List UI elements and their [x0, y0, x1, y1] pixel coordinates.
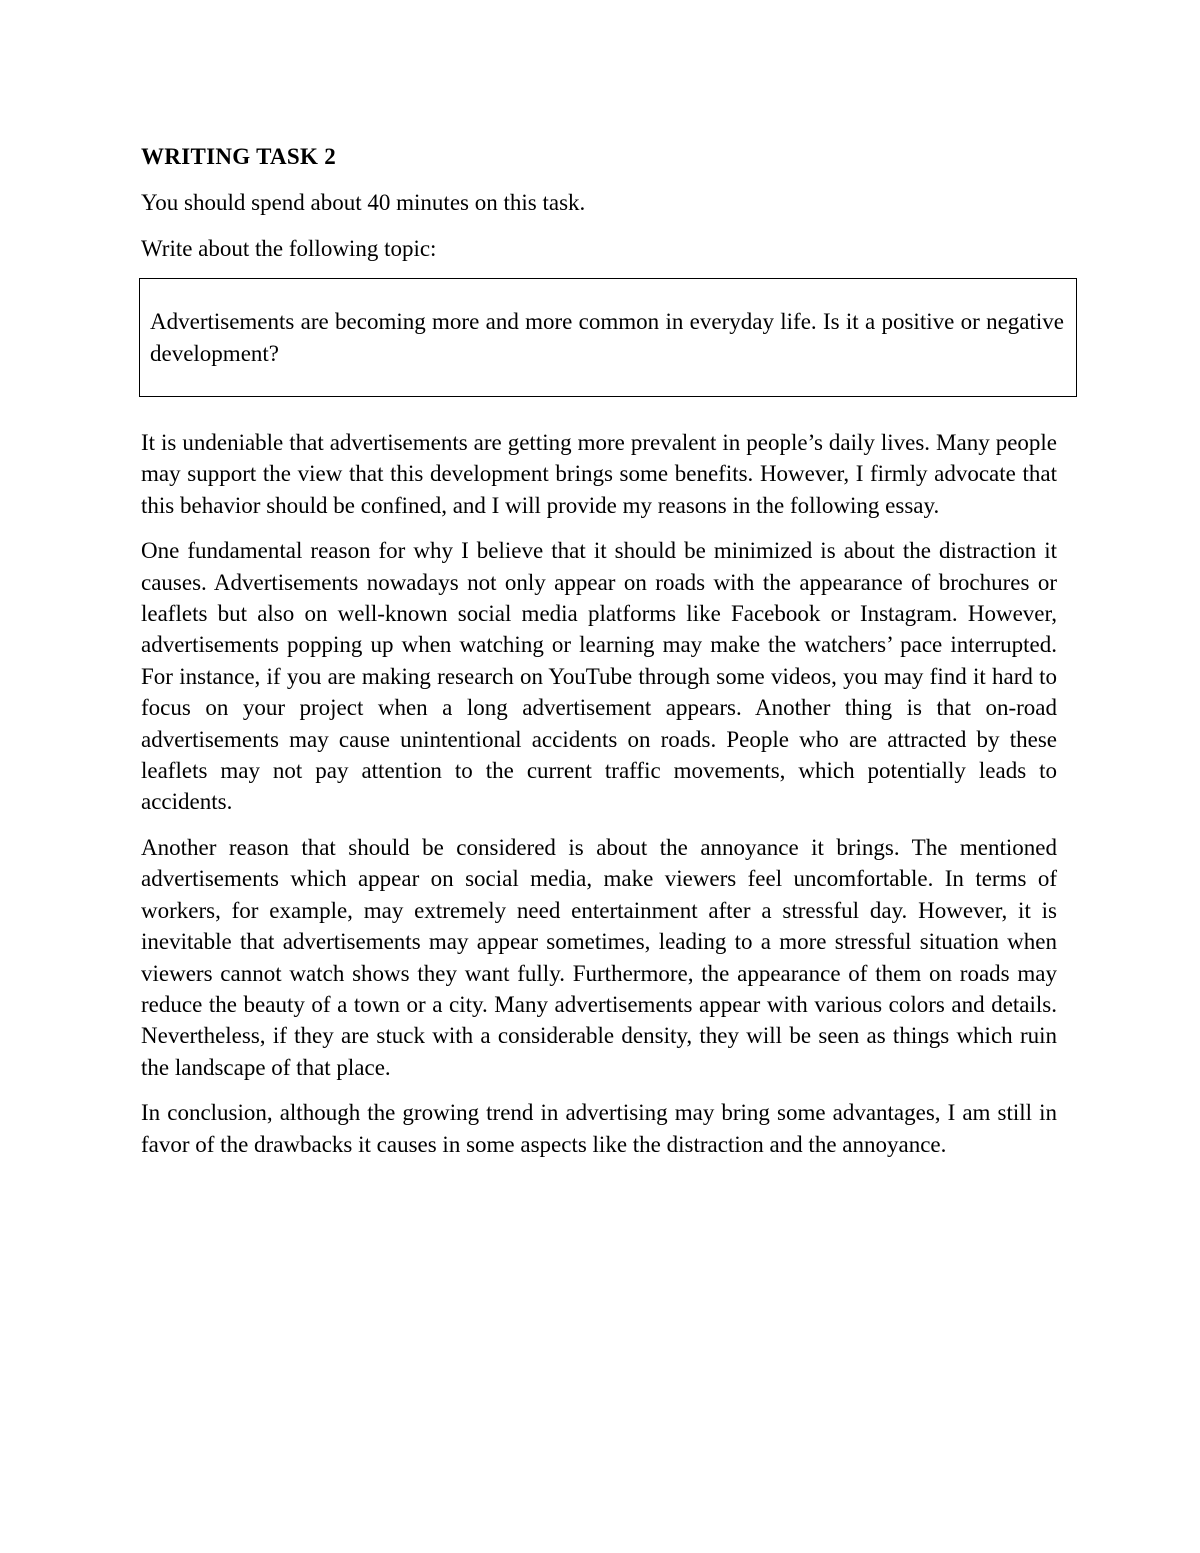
topic-box [139, 278, 1077, 397]
document-content [141, 140, 1064, 1174]
topic-question: Advertisements are becoming more and more common in everyday life. Is it a positive or negative development? [150, 309, 1064, 366]
topic-instruction: Write about the following topic: [141, 236, 437, 261]
essay-body [141, 427, 1057, 1160]
essay-paragraph-body-1: One fundamental reason for why I believe that it should be minimized is about the distraction it causes. Advertisements nowadays not only appear on roads with the appearance of brochures or leaflets but also on well-known social media platforms like Facebook or Instagram. However, advertisements popping up when watching or learning may make the watchers’ pace interrupted. For instance, if you are making research on YouTube through some videos, you may find it hard to focus on your project when a long advertisement appears. Another thing is that on-road advertisements may cause unintentional accidents on roads. People who are attracted by these leaflets may not pay attention to the current traffic movements, which potentially leads to accidents. [141, 538, 1057, 815]
time-instruction: You should spend about 40 minutes on this task. [141, 190, 586, 215]
task-heading: WRITING TASK 2 [141, 144, 337, 169]
essay-paragraph-conclusion: In conclusion, although the growing trend in advertising may bring some advantages, I am still in favor of the drawbacks it causes in some aspects like the distraction and the annoyance. [141, 1100, 1057, 1157]
essay-paragraph-introduction: It is undeniable that advertisements are getting more prevalent in people’s daily lives. Many people may support the view that this development brings some benefits. However, I firmly advocate that this behavior should be confined, and I will provide my reasons in the following essay. [141, 430, 1057, 518]
essay-paragraph-body-2: Another reason that should be considered is about the annoyance it brings. The mentioned advertisements which appear on social media, make viewers feel uncomfortable. In terms of workers, for example, may extremely need entertainment after a stressful day. However, it is inevitable that advertisements may appear sometimes, leading to a more stressful situation when viewers cannot watch shows they want fully. Furthermore, the appearance of them on roads may reduce the beauty of a town or a city. Many advertisements appear with various colors and details. Nevertheless, if they are stuck with a considerable density, they will be seen as things which ruin the landscape of that place. [141, 834, 1057, 1080]
